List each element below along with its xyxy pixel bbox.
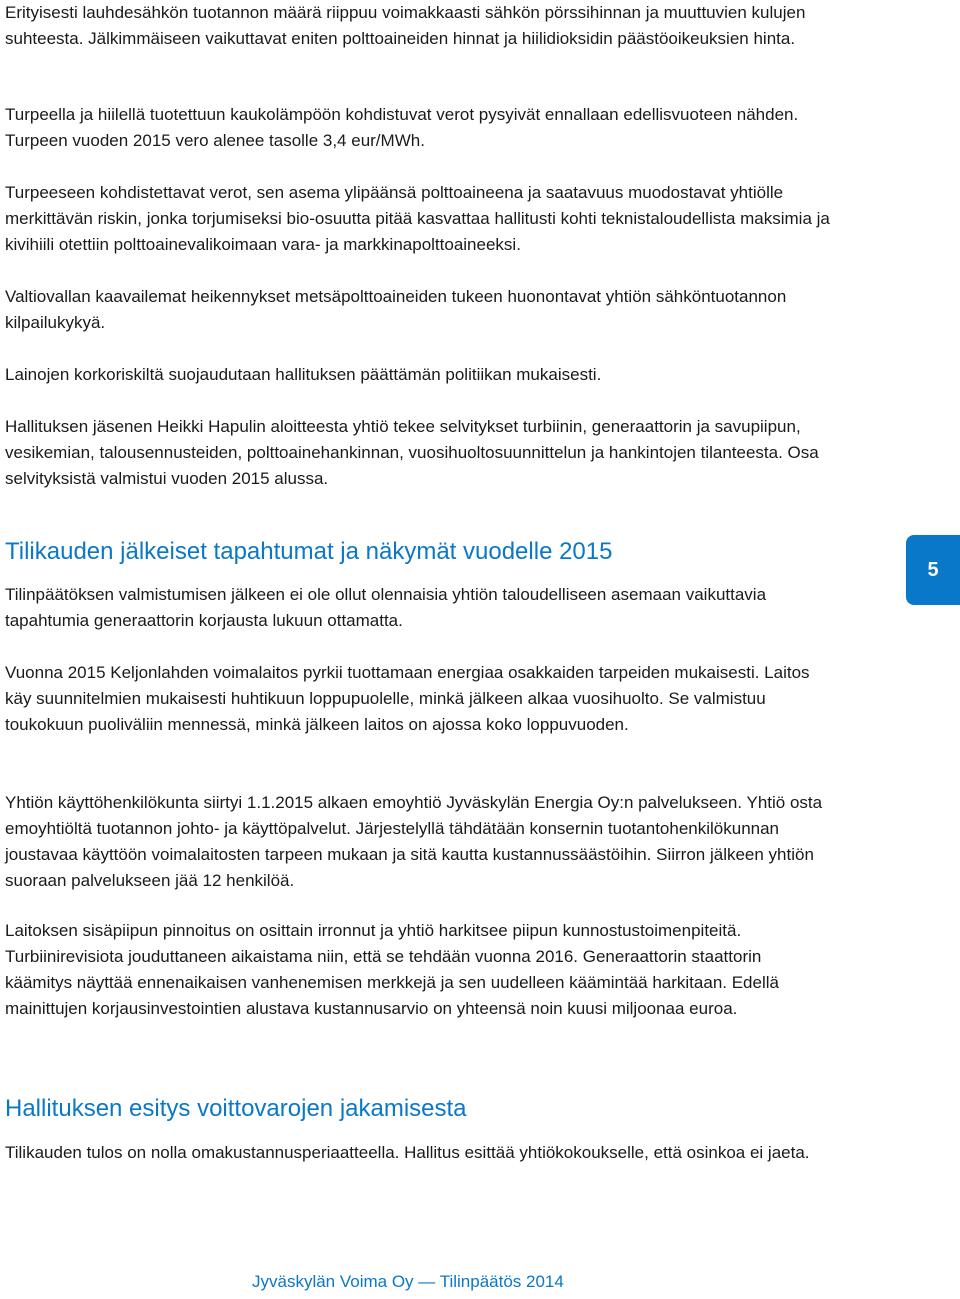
paragraph: Laitoksen sisäpiipun pinnoitus on osittain irronnut ja yhtiö harkitsee piipun kunnostustoimenpiteitä. Turbiinirevisiota jouduttaneen aikaistama niin, että se tehdään vuonna 2016. Generaattorin staattorin käämitys näyttää ennenaikaisen vanhenemisen merkkejä ja sen uudelleen käämintää harkitaan. Edellä mainittujen korjausinvestointien alustava kustannusarvio on yhteensä noin kuusi miljoonaa euroa. [5, 921, 779, 1018]
paragraph: Yhtiön käyttöhenkilökunta siirtyi 1.1.2015 alkaen emoyhtiö Jyväskylän Energia Oy:n palvelukseen. Yhtiö osta emoyhtiöltä tuotannon johto- ja käyttöpalvelut. Järjestelyllä tähdätään konsernin tuotantohenkilökunnan joustavaa käyttöön voimalaitosten tarpeen mukaan ja sitä kautta kustannussäästöihin. Siirron jälkeen yhtiön suoraan palvelukseen jää 12 henkilöä. [5, 793, 823, 890]
paragraph: Vuonna 2015 Keljonlahden voimalaitos pyrkii tuottamaan energiaa osakkaiden tarpeiden mukaisesti. Laitos käy suunnitelmien mukaisesti huhtikuun loppupuolelle, minkä jälkeen alkaa vuosihuolto. Se valmistuu toukokuun puoliväliin mennessä, minkä jälkeen laitos on ajossa koko loppuvuoden. [5, 663, 810, 734]
section-heading: Tilikauden jälkeiset tapahtumat ja näkymät vuodelle 2015 [5, 538, 613, 565]
paragraph: Tilikauden tulos on nolla omakustannusperiaatteella. Hallitus esittää yhtiökokoukselle, että osinkoa ei jaeta. [5, 1143, 810, 1162]
paragraph: Lainojen korkoriskiltä suojaudutaan hallituksen päättämän politiikan mukaisesti. [5, 365, 602, 384]
paragraph: Turpeella ja hiilellä tuotettuun kaukolämpöön kohdistuvat verot pysyivät ennallaan edellisvuoteen nähden. Turpeen vuoden 2015 vero alenee tasolle 3,4 eur/MWh. [5, 105, 799, 150]
paragraph: Erityisesti lauhdesähkön tuotannon määrä riippuu voimakkaasti sähkön pörssihinnan ja muuttuvien kulujen suhteesta. Jälkimmäiseen vaikuttavat eniten polttoaineiden hinnat ja hiilidioksidin päästöoikeuksien hinta. [5, 3, 806, 48]
footer-text: Jyväskylän Voima Oy — Tilinpäätös 2014 [252, 1272, 564, 1291]
paragraph: Hallituksen jäsenen Heikki Hapulin aloitteesta yhtiö tekee selvitykset turbiinin, generaattorin ja savupiipun, vesikemian, talousennusteiden, polttoainehankinnan, vuosihuoltosuunnittelun ja hankintojen tilanteesta. Osa selvityksistä valmistui vuoden 2015 alussa. [5, 417, 819, 488]
page-number-tab: 5 [906, 535, 960, 605]
section-heading: Hallituksen esitys voittovarojen jakamisesta [5, 1095, 467, 1122]
paragraph: Turpeeseen kohdistettavat verot, sen asema ylipäänsä polttoaineena ja saatavuus muodostavat yhtiölle merkittävän riskin, jonka torjumiseksi bio-osuutta pitää kasvattaa hallitusti kohti teknistaloudellista maksimia ja kivihiili otettiin polttoainevalikoimaan vara- ja markkinapolttoaineeksi. [5, 183, 830, 254]
paragraph: Tilinpäätöksen valmistumisen jälkeen ei ole ollut olennaisia yhtiön taloudelliseen asemaan vaikuttavia tapahtumia generaattorin korjausta lukuun ottamatta. [5, 585, 767, 630]
paragraph: Valtiovallan kaavailemat heikennykset metsäpolttoaineiden tukeen huonontavat yhtiön sähköntuotannon kilpailukykyä. [5, 287, 787, 332]
